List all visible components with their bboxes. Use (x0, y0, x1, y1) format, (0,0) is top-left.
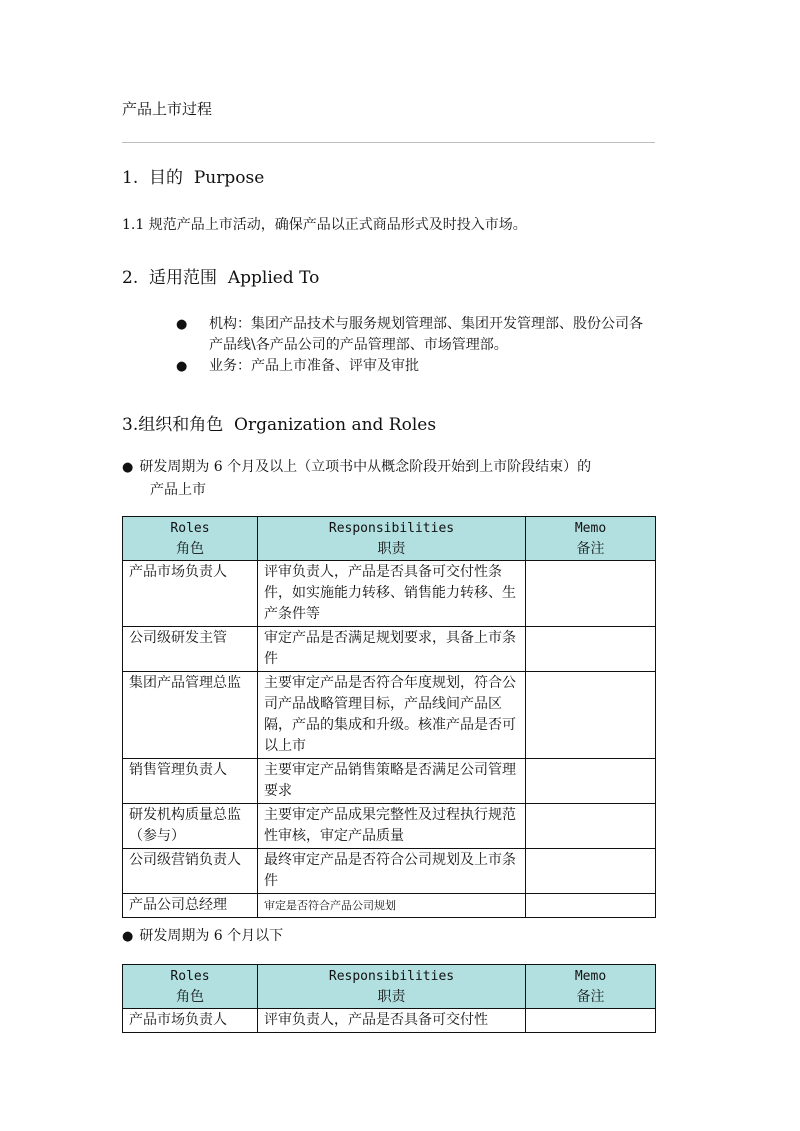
responsibility-cell: 评审负责人，产品是否具备可交付性条件，如实施能力转移、销售能力转移、生产条件等 (258, 561, 526, 627)
column-header-roles: Roles 角色 (123, 965, 258, 1009)
responsibility-cell: 主要审定产品销售策略是否满足公司管理要求 (258, 759, 526, 804)
table-row (123, 672, 656, 759)
table-header-row (123, 965, 656, 1009)
table-row (123, 849, 656, 894)
bullet-dot-icon: ● (176, 359, 188, 374)
bullet-dot-icon: ● (122, 929, 134, 944)
roles-table-short-cycle (122, 964, 656, 1033)
note-text-continued: 产品上市 (150, 482, 206, 498)
responsibility-cell: 主要审定产品是否符合年度规划，符合公司产品战略管理目标，产品线间产品区隔，产品的集成和升级。核准产品是否可以上市 (258, 672, 526, 759)
bullet-dot-icon: ● (176, 317, 188, 332)
note-text: 研发周期为 6 个月以下 (139, 928, 284, 944)
responsibility-cell: 最终审定产品是否符合公司规划及上市条件 (258, 849, 526, 894)
memo-cell (526, 849, 656, 894)
memo-cell (526, 672, 656, 759)
column-header-responsibilities: Responsibilities 职责 (258, 965, 526, 1009)
responsibility-cell: 审定是否符合产品公司规划 (258, 894, 526, 918)
table-row (123, 561, 656, 627)
list-item (176, 314, 656, 356)
responsibility-cell: 评审负责人，产品是否具备可交付性 (258, 1009, 526, 1033)
memo-cell (526, 804, 656, 849)
role-cell: 产品公司总经理 (123, 894, 258, 918)
role-cell: 集团产品管理总监 (123, 672, 258, 759)
column-header-memo: Memo 备注 (526, 965, 656, 1009)
bullet-dot-icon: ● (122, 460, 134, 475)
column-header-responsibilities: Responsibilities 职责 (258, 517, 526, 561)
table-row (123, 894, 656, 918)
memo-cell (526, 1009, 656, 1033)
list-item (176, 356, 656, 377)
table-row (123, 759, 656, 804)
role-cell: 研发机构质量总监（参与） (123, 804, 258, 849)
section-2-title: 2. 适用范围 Applied To (122, 268, 320, 288)
memo-cell (526, 759, 656, 804)
section-2-bullet-list (176, 314, 656, 377)
page-header-title: 产品上市过程 (122, 100, 213, 118)
memo-cell (526, 894, 656, 918)
memo-cell (526, 561, 656, 627)
table-row (123, 804, 656, 849)
list-item-text: 机构：集团产品技术与服务规划管理部、集团开发管理部、股份公司各产品线\各产品公司的产品管理部、市场管理部。 (209, 316, 643, 353)
note-short-cycle (122, 925, 283, 948)
role-cell: 产品市场负责人 (123, 1009, 258, 1033)
note-text: 研发周期为 6 个月及以上（立项书中从概念阶段开始到上市阶段结束）的 (139, 459, 592, 475)
memo-cell (526, 627, 656, 672)
role-cell: 产品市场负责人 (123, 561, 258, 627)
role-cell: 公司级研发主管 (123, 627, 258, 672)
table-row (123, 627, 656, 672)
section-3-title: 3.组织和角色 Organization and Roles (122, 415, 437, 435)
column-header-memo: Memo 备注 (526, 517, 656, 561)
responsibility-cell: 主要审定产品成果完整性及过程执行规范性审核，审定产品质量 (258, 804, 526, 849)
section-1-text: 1.1 规范产品上市活动，确保产品以正式商品形式及时投入市场。 (122, 217, 527, 233)
role-cell: 销售管理负责人 (123, 759, 258, 804)
note-long-cycle (122, 456, 591, 501)
table-header-row (123, 517, 656, 561)
header-divider (122, 142, 655, 143)
list-item-text: 业务：产品上市准备、评审及审批 (209, 358, 419, 374)
table-row (123, 1009, 656, 1033)
role-cell: 公司级营销负责人 (123, 849, 258, 894)
column-header-roles: Roles 角色 (123, 517, 258, 561)
responsibility-cell: 审定产品是否满足规划要求，具备上市条件 (258, 627, 526, 672)
roles-table-long-cycle (122, 516, 656, 918)
section-1-title: 1. 目的 Purpose (122, 168, 265, 188)
